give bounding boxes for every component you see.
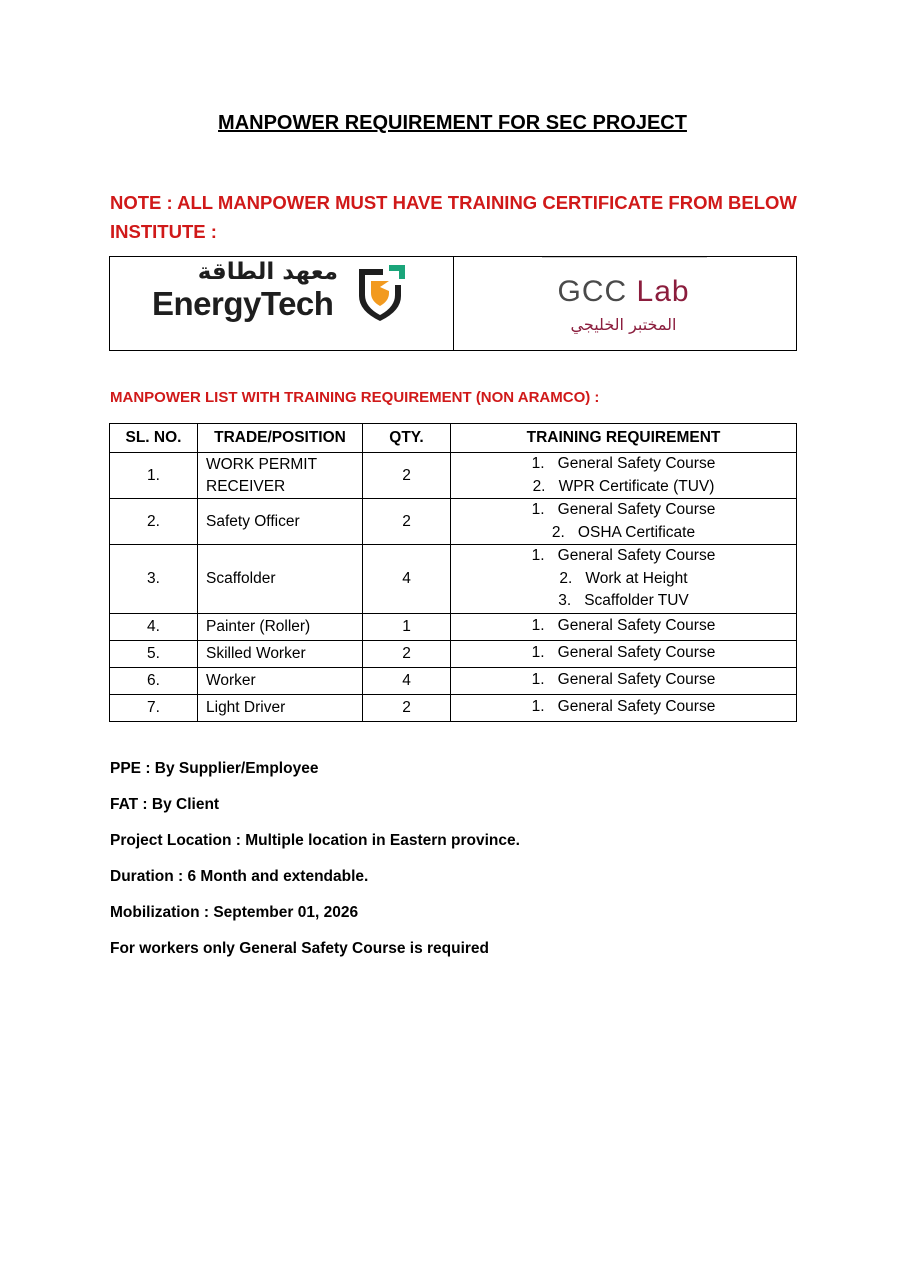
training-item: 3. Scaffolder TUV: [558, 592, 689, 609]
ppe-info: PPE : By Supplier/Employee: [110, 760, 319, 777]
table-row: [110, 545, 797, 614]
training-item: 1. General Safety Course: [531, 698, 716, 716]
page-title: MANPOWER REQUIREMENT FOR SEC PROJECT: [218, 112, 687, 134]
training-item: 1. General Safety Course: [531, 547, 716, 564]
cell-training: [451, 667, 797, 694]
cell-qty: 2: [363, 640, 451, 667]
cell-trade: WORK PERMIT RECEIVER: [198, 453, 363, 499]
table-row: [110, 640, 797, 667]
training-item: 1. General Safety Course: [531, 617, 716, 635]
training-note: NOTE : ALL MANPOWER MUST HAVE TRAINING CERTIFICATE FROM BELOW INSTITUTE :: [110, 192, 797, 242]
cell-sl: 6.: [110, 667, 198, 694]
cell-training: [451, 640, 797, 667]
cell-sl: 3.: [110, 545, 198, 614]
header-trade: TRADE/POSITION: [198, 424, 363, 453]
duration-info: Duration : 6 Month and extendable.: [110, 868, 369, 885]
cell-trade: Scaffolder: [198, 545, 363, 614]
training-item: 1. General Safety Course: [531, 671, 716, 689]
cell-trade: Skilled Worker: [198, 640, 363, 667]
cell-sl: 4.: [110, 613, 198, 640]
cell-training: [451, 694, 797, 721]
cell-trade: Worker: [198, 667, 363, 694]
training-text: General Safety Course: [557, 671, 716, 689]
training-text: General Safety Course: [557, 455, 716, 472]
table-header-row: [110, 424, 797, 453]
energytech-name: EnergyTech: [152, 285, 334, 322]
gcclab-name-lab: Lab: [636, 275, 690, 308]
training-text: General Safety Course: [557, 501, 716, 518]
cell-sl: 7.: [110, 694, 198, 721]
training-text: OSHA Certificate: [577, 523, 696, 541]
cell-sl: 1.: [110, 453, 198, 499]
table-row: [110, 499, 797, 545]
cell-qty: 1: [363, 613, 451, 640]
table-row: [110, 694, 797, 721]
gcclab-arabic-name: المختبر الخليجي: [570, 315, 677, 334]
cell-qty: 4: [363, 667, 451, 694]
workers-note: For workers only General Safety Course is required: [110, 940, 490, 957]
training-text: General Safety Course: [557, 644, 716, 662]
training-text: Scaffolder TUV: [584, 592, 689, 609]
cell-trade: Painter (Roller): [198, 613, 363, 640]
training-item: 2. WPR Certificate (TUV): [532, 477, 715, 495]
mobilization-info: Mobilization : September 01, 2026: [110, 904, 359, 921]
cell-training: [451, 545, 797, 614]
cell-training: [451, 613, 797, 640]
cell-qty: 2: [363, 453, 451, 499]
cell-trade: Light Driver: [198, 694, 363, 721]
training-text: General Safety Course: [557, 617, 716, 635]
table-row: [110, 453, 797, 499]
training-text: WPR Certificate (TUV): [558, 477, 715, 495]
cell-training: [451, 499, 797, 545]
energytech-logo-cell: [110, 257, 453, 350]
cell-qty: 4: [363, 545, 451, 614]
training-text: General Safety Course: [557, 698, 716, 716]
cell-qty: 2: [363, 499, 451, 545]
cell-training: [451, 453, 797, 499]
header-training: TRAINING REQUIREMENT: [451, 424, 797, 453]
institutes-logo-table: [109, 256, 797, 351]
cell-trade: Safety Officer: [198, 499, 363, 545]
training-item: 1. General Safety Course: [531, 501, 716, 518]
header-sl-no: SL. NO.: [110, 424, 198, 453]
table-row: [110, 667, 797, 694]
gcclab-logo-cell: [453, 257, 797, 350]
gcclab-logo-border: [542, 257, 707, 258]
training-item: 1. General Safety Course: [531, 644, 716, 662]
header-qty: QTY.: [363, 424, 451, 453]
fat-info: FAT : By Client: [110, 796, 220, 813]
project-location-info: Project Location : Multiple location in Eastern province.: [110, 832, 520, 849]
cell-sl: 2.: [110, 499, 198, 545]
manpower-table: [109, 423, 797, 722]
training-item: 2. Work at Height: [559, 569, 688, 587]
manpower-list-heading: MANPOWER LIST WITH TRAINING REQUIREMENT (NON ARAMCO) :: [110, 389, 600, 406]
energytech-arabic-name: معهد الطاقة: [197, 259, 338, 285]
gcclab-name-gcc: GCC: [557, 275, 628, 308]
training-text: General Safety Course: [557, 547, 716, 564]
energytech-shield-icon: [353, 261, 409, 323]
training-item: 2. OSHA Certificate: [551, 523, 696, 541]
cell-sl: 5.: [110, 640, 198, 667]
training-item: 1. General Safety Course: [531, 455, 716, 472]
gcclab-name: [558, 275, 690, 309]
cell-qty: 2: [363, 694, 451, 721]
training-text: Work at Height: [585, 569, 688, 587]
table-row: [110, 613, 797, 640]
